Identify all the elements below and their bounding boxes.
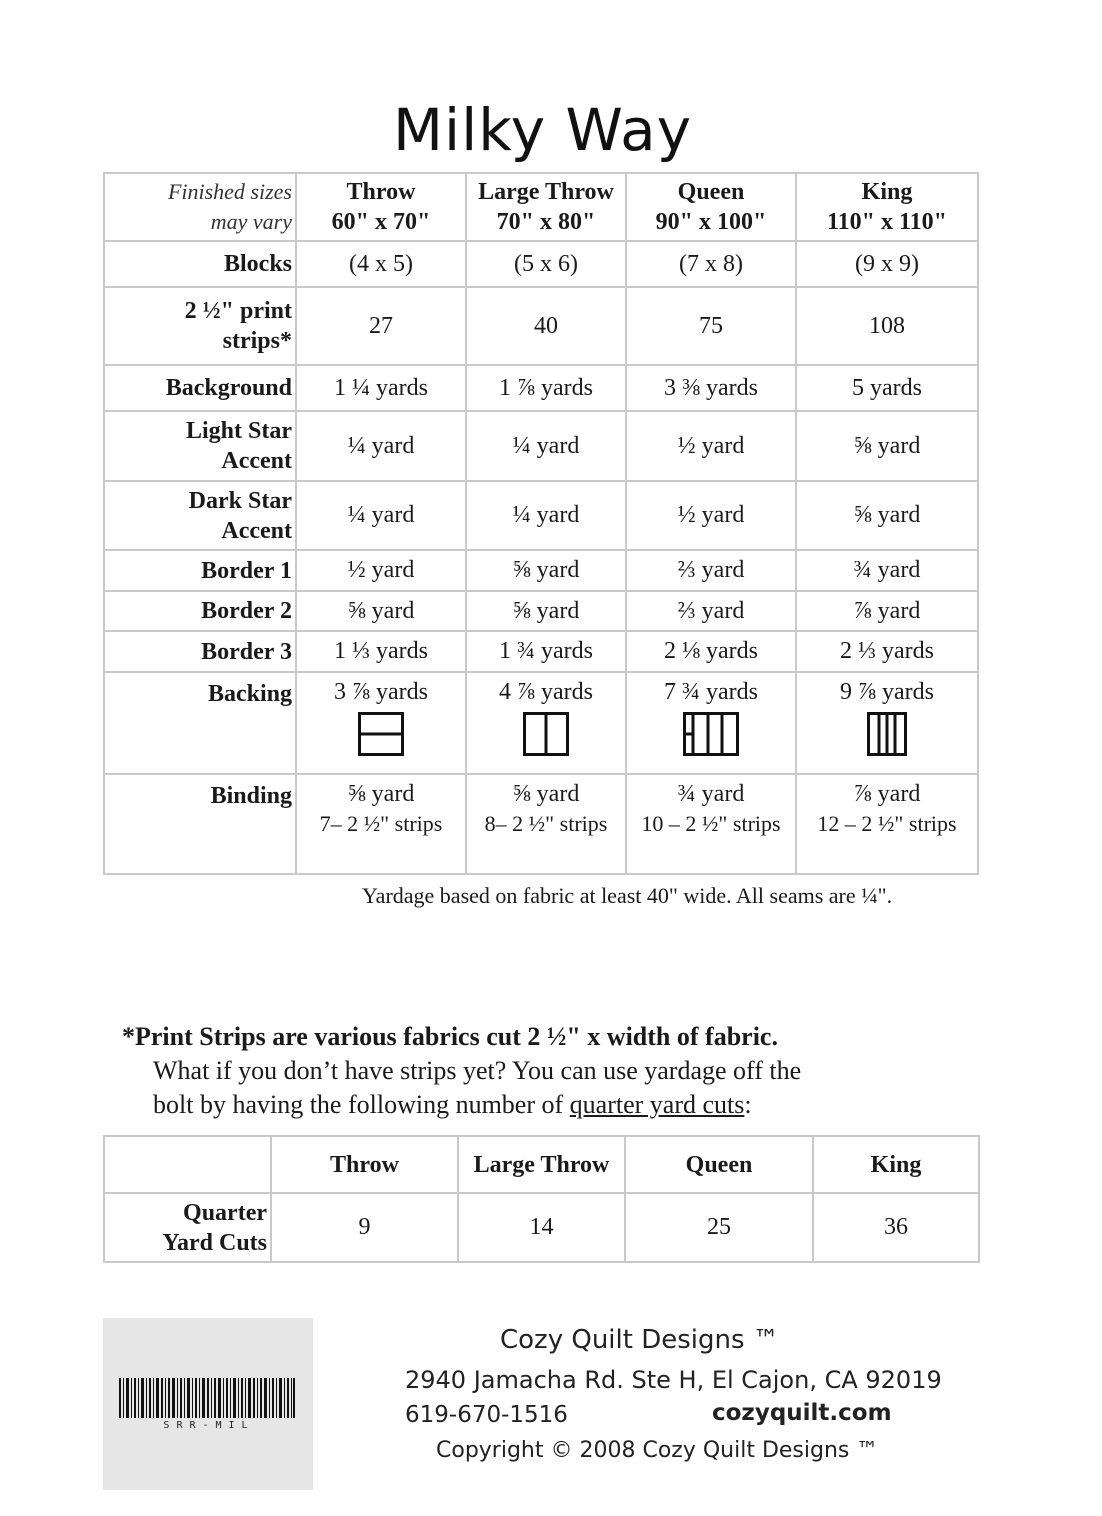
qy-cell: 25: [625, 1193, 813, 1262]
cell: [296, 672, 466, 774]
print-strips-note: [122, 1020, 801, 1122]
size-name: King: [861, 179, 913, 205]
qy-row-label: [104, 1193, 271, 1262]
cell: 2 ⅛ yards: [626, 631, 796, 672]
row-label: Border 1: [104, 550, 296, 591]
row-border1: [104, 550, 978, 591]
cell: 27: [296, 287, 466, 365]
quarter-yard-cuts-text: quarter yard cuts: [569, 1090, 745, 1119]
cell: 75: [626, 287, 796, 365]
cell: ⅞ yard: [796, 591, 978, 631]
cell: 3 ⅜ yards: [626, 365, 796, 411]
backing-layout-icon: [358, 712, 404, 756]
barcode-icon: [119, 1378, 295, 1418]
cell: ⅝ yard: [796, 481, 978, 550]
row-light-star: [104, 411, 978, 481]
qy-header: Queen: [625, 1136, 813, 1193]
qy-empty-cell: [104, 1136, 271, 1193]
print-note-line: [122, 1088, 801, 1122]
qy-header: Large Throw: [458, 1136, 625, 1193]
row-print-strips: [104, 287, 978, 365]
cell: 1 ¼ yards: [296, 365, 466, 411]
yardage-table: [103, 172, 979, 875]
quarter-yard-table: [103, 1135, 980, 1263]
cell: [626, 672, 796, 774]
header-king: [796, 173, 978, 241]
backing-layout-svg: [870, 715, 904, 753]
size-note-line2: may vary: [210, 209, 292, 234]
size-dims: 110" x 110": [827, 209, 947, 235]
cell-value: ⅞ yard: [853, 781, 921, 807]
cell: [796, 774, 978, 874]
cell-value: 4 ⅞ yards: [499, 679, 593, 705]
size-dims: 70" x 80": [496, 209, 596, 235]
size-note: [104, 173, 296, 241]
label-line: 2 ½" print: [184, 298, 292, 324]
cell: 40: [466, 287, 626, 365]
qy-cell: 14: [458, 1193, 625, 1262]
size-name: Queen: [677, 179, 745, 205]
cell: ⅝ yard: [466, 591, 626, 631]
row-label: Binding: [104, 774, 296, 874]
row-label: Border 3: [104, 631, 296, 672]
qy-header: King: [813, 1136, 979, 1193]
row-label: Border 2: [104, 591, 296, 631]
cell: 1 ¾ yards: [466, 631, 626, 672]
row-background: [104, 365, 978, 411]
cell: ¼ yard: [466, 411, 626, 481]
qy-value-row: [104, 1193, 979, 1262]
cell-value: 9 ⅞ yards: [840, 679, 934, 705]
header-row: [104, 173, 978, 241]
cell: ¼ yard: [466, 481, 626, 550]
cell: 1 ⅞ yards: [466, 365, 626, 411]
row-backing: [104, 672, 978, 774]
size-dims: 60" x 70": [331, 209, 431, 235]
company-website[interactable]: cozyquilt.com: [712, 1400, 892, 1426]
cell-value: ¾ yard: [677, 781, 745, 807]
row-border2: [104, 591, 978, 631]
label-line: Yard Cuts: [162, 1229, 267, 1256]
cell-value: 3 ⅞ yards: [334, 679, 428, 705]
row-dark-star: [104, 481, 978, 550]
row-label: [104, 481, 296, 550]
print-note-line: What if you don’t have strips yet? You can use yardage off the: [153, 1056, 802, 1085]
size-name: Large Throw: [478, 179, 614, 205]
row-border3: [104, 631, 978, 672]
cell: ½ yard: [296, 550, 466, 591]
label-line: Quarter: [183, 1199, 267, 1226]
backing-layout-svg: [361, 715, 401, 753]
yardage-footnote: Yardage based on fabric at least 40" wide. All seams are ¼".: [362, 883, 893, 908]
backing-layout-icon: [523, 712, 569, 756]
size-note-line1: Finished sizes: [167, 179, 292, 204]
backing-layout-icon: [867, 712, 907, 756]
cell-value: 7 ¾ yards: [664, 679, 758, 705]
qy-cell: 9: [271, 1193, 458, 1262]
row-binding: [104, 774, 978, 874]
cell: ⅔ yard: [626, 550, 796, 591]
binding-strips: 7– 2 ½" strips: [319, 811, 443, 836]
backing-layout-svg: [526, 715, 566, 753]
cell: 5 yards: [796, 365, 978, 411]
row-blocks: [104, 241, 978, 287]
cell: [796, 672, 978, 774]
qy-header-row: [104, 1136, 979, 1193]
label-line: Accent: [221, 517, 292, 544]
cell: (5 x 6): [466, 241, 626, 287]
cell: ⅝ yard: [466, 550, 626, 591]
backing-layout-icon: [683, 712, 739, 756]
label-line: Accent: [221, 448, 292, 474]
cell: ⅝ yard: [296, 591, 466, 631]
size-dims: 90" x 100": [655, 209, 767, 235]
label-line: Dark Star: [188, 487, 292, 514]
cell: ¼ yard: [296, 481, 466, 550]
print-note-heading: *Print Strips are various fabrics cut 2 ½" x width of fabric.: [122, 1022, 778, 1051]
page-title: Milky Way: [392, 96, 693, 164]
barcode-panel: [103, 1318, 313, 1490]
binding-strips: 12 – 2 ½" strips: [817, 811, 957, 836]
cell: 108: [796, 287, 978, 365]
backing-layout-svg: [686, 715, 736, 753]
cell-value: ⅝ yard: [347, 781, 415, 807]
qy-cell: 36: [813, 1193, 979, 1262]
label-line: strips*: [222, 328, 292, 354]
company-name: Cozy Quilt Designs ™: [500, 1325, 779, 1355]
cell: (4 x 5): [296, 241, 466, 287]
company-address: 2940 Jamacha Rd. Ste H, El Cajon, CA 92019: [405, 1366, 942, 1394]
copyright-notice: Copyright © 2008 Cozy Quilt Designs ™: [436, 1438, 879, 1463]
cell: [466, 672, 626, 774]
label-line: Light Star: [185, 418, 292, 444]
row-label: [104, 411, 296, 481]
header-large-throw: [466, 173, 626, 241]
cell: ⅔ yard: [626, 591, 796, 631]
size-name: Throw: [346, 179, 416, 205]
print-note-text: :: [744, 1090, 752, 1119]
barcode-text: SRR-MIL: [163, 1420, 255, 1431]
row-label: [104, 287, 296, 365]
cell: [296, 774, 466, 874]
cell: [466, 774, 626, 874]
cell: (7 x 8): [626, 241, 796, 287]
company-phone: 619-670-1516: [405, 1402, 568, 1428]
cell: 2 ⅓ yards: [796, 631, 978, 672]
cell: 1 ⅓ yards: [296, 631, 466, 672]
print-note-text: bolt by having the following number of: [153, 1090, 570, 1119]
header-throw: [296, 173, 466, 241]
binding-strips: 10 – 2 ½" strips: [641, 811, 781, 836]
header-queen: [626, 173, 796, 241]
cell: ¼ yard: [296, 411, 466, 481]
row-label: Background: [104, 365, 296, 411]
cell: ½ yard: [626, 411, 796, 481]
binding-strips: 8– 2 ½" strips: [484, 811, 608, 836]
cell: ½ yard: [626, 481, 796, 550]
qy-header: Throw: [271, 1136, 458, 1193]
row-label: Blocks: [104, 241, 296, 287]
cell: (9 x 9): [796, 241, 978, 287]
cell: [626, 774, 796, 874]
cell: ⅝ yard: [796, 411, 978, 481]
cell: ¾ yard: [796, 550, 978, 591]
cell-value: ⅝ yard: [512, 781, 580, 807]
row-label: Backing: [104, 672, 296, 774]
